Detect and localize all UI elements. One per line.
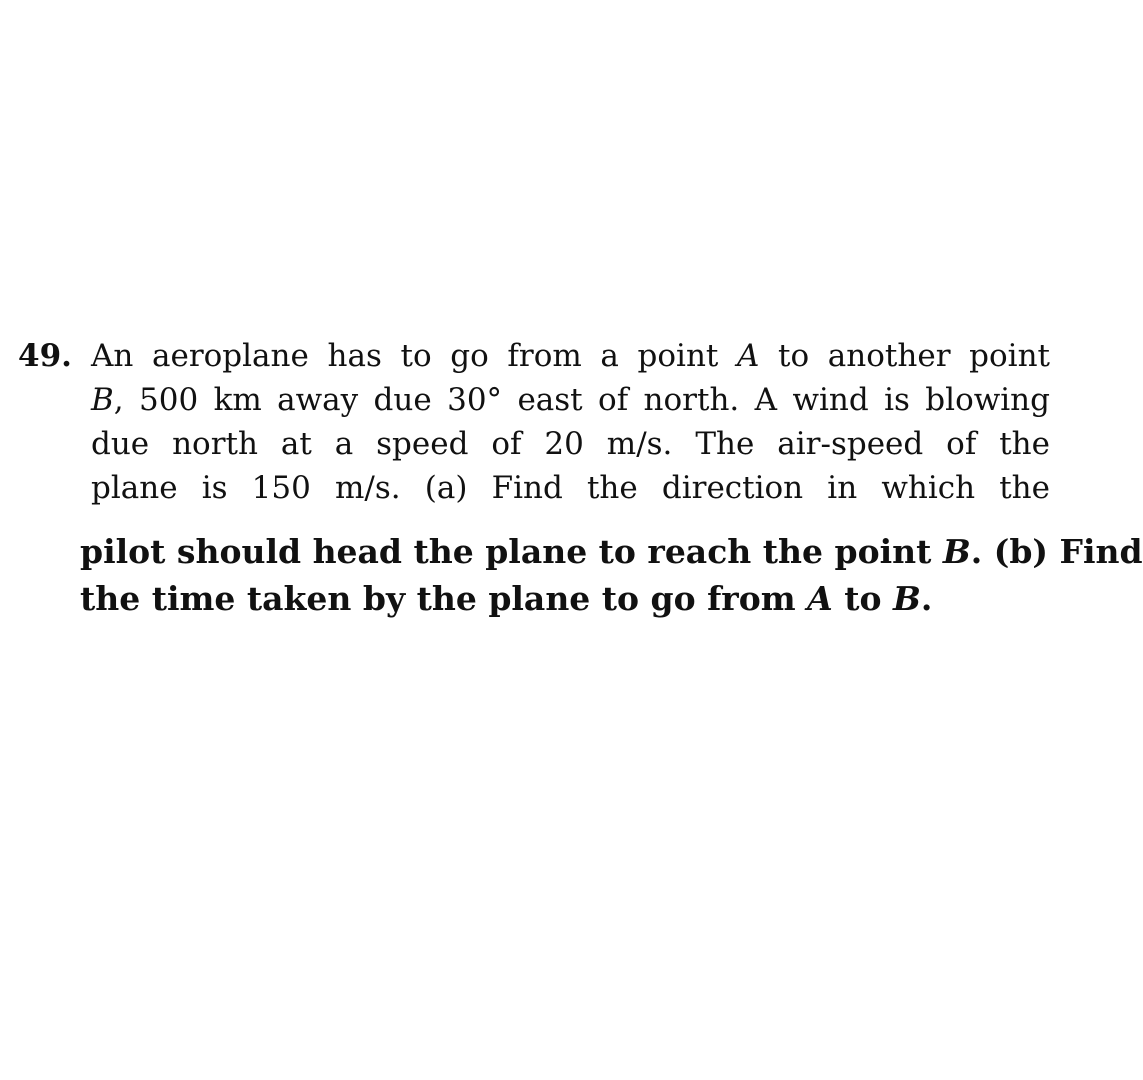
text-line: B, 500 km away due 30° east of north. A wind is blowing xyxy=(91,382,1050,418)
text-line: plane is 150 m/s. (a) Find the direction in which the xyxy=(91,470,1050,506)
problem-49 xyxy=(18,334,1143,622)
problem-number: 49. xyxy=(18,338,72,374)
text-line: pilot should head the plane to reach the point B. (b) Find xyxy=(80,532,1143,571)
text-line: An aeroplane has to go from a point A to another point xyxy=(91,338,1050,374)
problem-upper-text xyxy=(18,334,1050,510)
text-line: due north at a speed of 20 m/s. The air-speed of the xyxy=(91,426,1050,462)
problem-lower-text xyxy=(18,528,1143,622)
text-line: the time taken by the plane to go from A to B. xyxy=(80,579,933,618)
